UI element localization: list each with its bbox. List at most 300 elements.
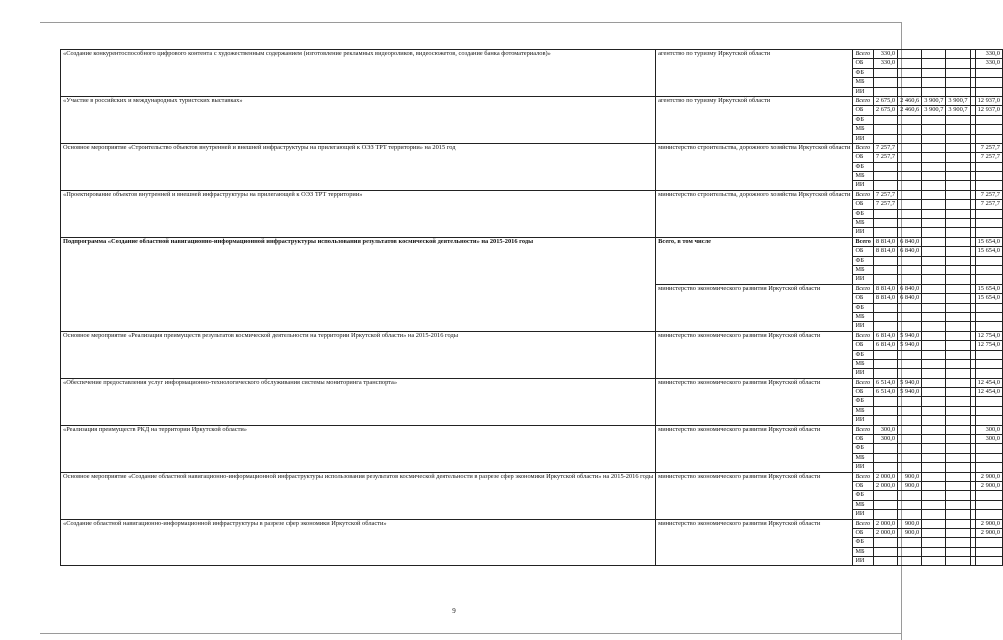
value-cell (873, 491, 897, 500)
value-cell (922, 256, 946, 265)
total-value-cell (975, 275, 1002, 284)
value-cell: 8 814,0 (873, 247, 897, 256)
value-cell (898, 143, 922, 152)
funding-source-cell: ИИ (853, 228, 873, 237)
value-cell (898, 59, 922, 68)
table-row (61, 519, 1003, 528)
value-cell (898, 547, 922, 556)
total-value-cell: 300,0 (975, 425, 1002, 434)
value-cell (922, 162, 946, 171)
total-value-cell: 12 937,0 (975, 96, 1002, 105)
value-cell (946, 416, 970, 425)
value-cell: 3 900,7 (922, 96, 946, 105)
executor-cell: агентство по туризму Иркутской области (656, 50, 853, 97)
funding-source-cell: ФБ (853, 162, 873, 171)
value-cell: 2 460,6 (898, 96, 922, 105)
value-cell: 900,0 (898, 519, 922, 528)
value-cell (922, 219, 946, 228)
total-value-cell: 15 654,0 (975, 247, 1002, 256)
event-name-cell: Основное мероприятие «Создание областной навигационно-информационной инфраструктуры использования результатов космической деятельности в разрезе сфер экономики Иркутской области» на 2015-2016 годы (61, 472, 656, 519)
funding-source-cell: МБ (853, 359, 873, 368)
value-cell (922, 547, 946, 556)
value-cell (898, 397, 922, 406)
table-row (61, 378, 1003, 387)
value-cell (873, 134, 897, 143)
value-cell (946, 435, 970, 444)
value-cell (946, 369, 970, 378)
funding-source-cell: ОБ (853, 106, 873, 115)
value-cell: 5 940,0 (898, 388, 922, 397)
executor-cell: министерство строительства, дорожного хозяйства Иркутской области (656, 143, 853, 190)
value-cell (946, 538, 970, 547)
value-cell (898, 172, 922, 181)
total-value-cell (975, 557, 1002, 566)
value-cell (946, 519, 970, 528)
value-cell (946, 481, 970, 490)
table-row (61, 143, 1003, 152)
value-cell (946, 87, 970, 96)
total-value-cell (975, 172, 1002, 181)
value-cell (946, 528, 970, 537)
value-cell (898, 190, 922, 199)
funding-source-cell: ФБ (853, 444, 873, 453)
value-cell (922, 294, 946, 303)
total-value-cell (975, 453, 1002, 462)
value-cell (922, 284, 946, 293)
value-cell (873, 444, 897, 453)
funding-source-cell: ОБ (853, 435, 873, 444)
table-row (61, 472, 1003, 481)
value-cell (898, 303, 922, 312)
funding-source-cell: МБ (853, 453, 873, 462)
page-edge-top (40, 22, 902, 23)
funding-source-cell: Всего (853, 50, 873, 59)
total-value-cell (975, 359, 1002, 368)
value-cell (946, 472, 970, 481)
value-cell (922, 59, 946, 68)
funding-source-cell: ОБ (853, 528, 873, 537)
value-cell (946, 153, 970, 162)
value-cell (898, 425, 922, 434)
funding-source-cell: ИИ (853, 557, 873, 566)
executor-cell: Всего, в том числе (656, 237, 853, 284)
total-value-cell (975, 406, 1002, 415)
total-value-cell (975, 350, 1002, 359)
value-cell: 6 840,0 (898, 247, 922, 256)
funding-source-cell: ИИ (853, 510, 873, 519)
value-cell: 2 675,0 (873, 106, 897, 115)
value-cell (922, 538, 946, 547)
value-cell (946, 228, 970, 237)
funding-source-cell: ФБ (853, 115, 873, 124)
value-cell: 2 000,0 (873, 481, 897, 490)
table-row (61, 331, 1003, 340)
value-cell (873, 256, 897, 265)
total-value-cell (975, 162, 1002, 171)
value-cell (946, 284, 970, 293)
value-cell: 330,0 (873, 59, 897, 68)
total-value-cell: 15 654,0 (975, 294, 1002, 303)
funding-source-cell: Всего (853, 425, 873, 434)
value-cell (946, 219, 970, 228)
total-value-cell (975, 538, 1002, 547)
value-cell (922, 190, 946, 199)
funding-source-cell: ИИ (853, 322, 873, 331)
value-cell (922, 312, 946, 321)
funding-source-cell: Всего (853, 519, 873, 528)
value-cell (946, 134, 970, 143)
funding-source-cell: ИИ (853, 463, 873, 472)
value-cell (922, 87, 946, 96)
funding-source-cell: МБ (853, 312, 873, 321)
total-value-cell (975, 256, 1002, 265)
value-cell (946, 294, 970, 303)
value-cell (898, 115, 922, 124)
value-cell (898, 265, 922, 274)
event-name-cell: Основное мероприятие «Строительство объектов внутренней и внешней инфраструктуры на прилегающей к ОЭЗ ТРТ территории» на 2015 год (61, 143, 656, 190)
total-value-cell: 15 654,0 (975, 284, 1002, 293)
value-cell (922, 181, 946, 190)
value-cell (922, 528, 946, 537)
funding-source-cell: МБ (853, 219, 873, 228)
funding-source-cell: ФБ (853, 491, 873, 500)
value-cell: 2 000,0 (873, 528, 897, 537)
value-cell (873, 115, 897, 124)
executor-cell: министерство экономического развития Иркутской области (656, 425, 853, 472)
value-cell (922, 172, 946, 181)
event-name-cell: «Создание областной навигационно-информационной инфраструктуры в разрезе сфер экономики Иркутской области» (61, 519, 656, 566)
value-cell (922, 265, 946, 274)
value-cell (898, 350, 922, 359)
total-value-cell (975, 312, 1002, 321)
funding-source-cell: ОБ (853, 294, 873, 303)
table-row (61, 50, 1003, 59)
executor-cell: агентство по туризму Иркутской области (656, 96, 853, 143)
funding-source-cell: МБ (853, 500, 873, 509)
value-cell (922, 228, 946, 237)
total-value-cell: 7 257,7 (975, 190, 1002, 199)
total-value-cell (975, 397, 1002, 406)
value-cell (922, 510, 946, 519)
total-value-cell: 2 900,0 (975, 481, 1002, 490)
value-cell: 6 514,0 (873, 388, 897, 397)
value-cell: 2 000,0 (873, 472, 897, 481)
value-cell (946, 200, 970, 209)
value-cell (898, 369, 922, 378)
value-cell (946, 557, 970, 566)
value-cell (898, 153, 922, 162)
executor-cell: министерство экономического развития Иркутской области (656, 284, 853, 331)
funding-source-cell: Всего (853, 284, 873, 293)
funding-source-cell: МБ (853, 547, 873, 556)
value-cell (873, 181, 897, 190)
funding-source-cell: Всего (853, 331, 873, 340)
event-name-cell: Подпрограмма «Создание областной навигационно-информационной инфраструктуры использования результатов космической деятельности» на 2015-2016 годы (61, 237, 656, 331)
value-cell: 330,0 (873, 50, 897, 59)
value-cell (946, 491, 970, 500)
value-cell: 2 675,0 (873, 96, 897, 105)
value-cell (873, 219, 897, 228)
value-cell: 3 900,7 (946, 106, 970, 115)
value-cell (873, 510, 897, 519)
page-edge-bottom (40, 633, 902, 634)
total-value-cell: 330,0 (975, 59, 1002, 68)
budget-table (60, 49, 1003, 566)
value-cell (898, 125, 922, 134)
value-cell (922, 557, 946, 566)
funding-source-cell: ОБ (853, 59, 873, 68)
total-value-cell (975, 510, 1002, 519)
total-value-cell (975, 78, 1002, 87)
total-value-cell (975, 444, 1002, 453)
total-value-cell (975, 416, 1002, 425)
value-cell: 900,0 (898, 528, 922, 537)
value-cell (922, 378, 946, 387)
table-row (61, 190, 1003, 199)
value-cell (873, 162, 897, 171)
value-cell (946, 359, 970, 368)
funding-source-cell: МБ (853, 125, 873, 134)
value-cell (898, 435, 922, 444)
value-cell (873, 350, 897, 359)
value-cell (873, 275, 897, 284)
funding-source-cell: МБ (853, 406, 873, 415)
value-cell (873, 557, 897, 566)
value-cell (922, 237, 946, 246)
value-cell (873, 500, 897, 509)
total-value-cell (975, 125, 1002, 134)
funding-source-cell: ОБ (853, 153, 873, 162)
value-cell (898, 162, 922, 171)
value-cell: 900,0 (898, 472, 922, 481)
value-cell (898, 538, 922, 547)
total-value-cell: 12 454,0 (975, 378, 1002, 387)
value-cell: 300,0 (873, 435, 897, 444)
value-cell (946, 275, 970, 284)
value-cell (898, 209, 922, 218)
value-cell (946, 190, 970, 199)
budget-table-body (61, 50, 1003, 566)
value-cell (922, 115, 946, 124)
value-cell (922, 134, 946, 143)
value-cell (898, 134, 922, 143)
total-value-cell: 15 654,0 (975, 237, 1002, 246)
value-cell (922, 275, 946, 284)
funding-source-cell: ИИ (853, 134, 873, 143)
value-cell (946, 341, 970, 350)
value-cell (946, 510, 970, 519)
value-cell (922, 125, 946, 134)
value-cell (946, 247, 970, 256)
value-cell: 5 940,0 (898, 331, 922, 340)
value-cell (946, 331, 970, 340)
value-cell: 7 257,7 (873, 153, 897, 162)
value-cell (946, 78, 970, 87)
value-cell (922, 50, 946, 59)
funding-source-cell: Всего (853, 190, 873, 199)
funding-source-cell: МБ (853, 78, 873, 87)
total-value-cell: 7 257,7 (975, 200, 1002, 209)
total-value-cell: 2 900,0 (975, 472, 1002, 481)
funding-source-cell: ИИ (853, 181, 873, 190)
budget-sheet (60, 49, 1003, 566)
value-cell (922, 444, 946, 453)
value-cell (922, 500, 946, 509)
value-cell (946, 463, 970, 472)
funding-source-cell: МБ (853, 172, 873, 181)
total-value-cell: 7 257,7 (975, 143, 1002, 152)
value-cell (946, 388, 970, 397)
funding-source-cell: ФБ (853, 303, 873, 312)
funding-source-cell: Всего (853, 237, 873, 246)
value-cell (873, 397, 897, 406)
value-cell (898, 491, 922, 500)
value-cell (898, 557, 922, 566)
total-value-cell (975, 219, 1002, 228)
funding-source-cell: Всего (853, 378, 873, 387)
value-cell: 6 840,0 (898, 294, 922, 303)
value-cell (898, 359, 922, 368)
value-cell (898, 78, 922, 87)
value-cell (946, 425, 970, 434)
value-cell: 6 514,0 (873, 378, 897, 387)
value-cell (898, 87, 922, 96)
value-cell (873, 406, 897, 415)
value-cell (922, 78, 946, 87)
total-value-cell (975, 491, 1002, 500)
value-cell (922, 406, 946, 415)
value-cell (946, 181, 970, 190)
executor-cell: министерство экономического развития Иркутской области (656, 472, 853, 519)
value-cell (922, 369, 946, 378)
value-cell (946, 143, 970, 152)
total-value-cell (975, 181, 1002, 190)
value-cell (946, 125, 970, 134)
value-cell (873, 78, 897, 87)
value-cell (922, 153, 946, 162)
event-name-cell: «Проектирование объектов внутренней и внешней инфраструктуры на прилегающей к ОЭЗ ТРТ территории» (61, 190, 656, 237)
value-cell (922, 247, 946, 256)
event-name-cell: «Создание конкурентоспособного цифрового контента с художественным содержанием (изготовление рекламных видеороликов, видеосюжетов, создание банка фотоматериалов)» (61, 50, 656, 97)
value-cell (873, 209, 897, 218)
value-cell (922, 209, 946, 218)
page-number: 9 (452, 607, 456, 615)
value-cell (946, 162, 970, 171)
total-value-cell: 12 454,0 (975, 388, 1002, 397)
value-cell (922, 481, 946, 490)
value-cell (898, 312, 922, 321)
executor-cell: министерство строительства, дорожного хозяйства Иркутской области (656, 190, 853, 237)
value-cell: 5 940,0 (898, 378, 922, 387)
value-cell (946, 453, 970, 462)
total-value-cell (975, 369, 1002, 378)
funding-source-cell: МБ (853, 265, 873, 274)
value-cell (873, 228, 897, 237)
value-cell: 900,0 (898, 481, 922, 490)
value-cell (922, 491, 946, 500)
value-cell (922, 435, 946, 444)
value-cell (946, 303, 970, 312)
value-cell (946, 378, 970, 387)
value-cell: 7 257,7 (873, 190, 897, 199)
value-cell (946, 68, 970, 77)
value-cell (873, 538, 897, 547)
value-cell (898, 200, 922, 209)
funding-source-cell: ФБ (853, 209, 873, 218)
value-cell: 3 900,7 (946, 96, 970, 105)
value-cell (898, 500, 922, 509)
value-cell (922, 350, 946, 359)
value-cell (898, 510, 922, 519)
value-cell (922, 341, 946, 350)
value-cell: 3 900,7 (922, 106, 946, 115)
value-cell (873, 453, 897, 462)
funding-source-cell: ФБ (853, 397, 873, 406)
funding-source-cell: ОБ (853, 388, 873, 397)
event-name-cell: «Участие в российских и международных туристских выставках» (61, 96, 656, 143)
value-cell (898, 68, 922, 77)
total-value-cell: 300,0 (975, 435, 1002, 444)
value-cell (946, 547, 970, 556)
value-cell (946, 115, 970, 124)
value-cell (873, 416, 897, 425)
value-cell (946, 397, 970, 406)
value-cell (898, 406, 922, 415)
funding-source-cell: ФБ (853, 350, 873, 359)
funding-source-cell: ФБ (853, 256, 873, 265)
value-cell (898, 453, 922, 462)
total-value-cell: 2 900,0 (975, 528, 1002, 537)
funding-source-cell: ОБ (853, 481, 873, 490)
value-cell (922, 453, 946, 462)
executor-cell: министерство экономического развития Иркутской области (656, 331, 853, 378)
value-cell (922, 388, 946, 397)
value-cell: 300,0 (873, 425, 897, 434)
value-cell (922, 425, 946, 434)
value-cell: 2 460,6 (898, 106, 922, 115)
value-cell (946, 322, 970, 331)
event-name-cell: Основное мероприятие «Реализация преимуществ результатов космической деятельности на территории Иркутской области» на 2015-2016 годы (61, 331, 656, 378)
funding-source-cell: ИИ (853, 369, 873, 378)
value-cell (873, 547, 897, 556)
table-row (61, 96, 1003, 105)
value-cell (946, 406, 970, 415)
value-cell (898, 275, 922, 284)
value-cell (922, 200, 946, 209)
value-cell (898, 219, 922, 228)
value-cell (873, 463, 897, 472)
funding-source-cell: ОБ (853, 341, 873, 350)
total-value-cell (975, 303, 1002, 312)
value-cell (873, 369, 897, 378)
funding-source-cell: ОБ (853, 200, 873, 209)
total-value-cell: 12 754,0 (975, 341, 1002, 350)
value-cell (946, 237, 970, 246)
value-cell (873, 322, 897, 331)
value-cell: 8 814,0 (873, 237, 897, 246)
value-cell (898, 256, 922, 265)
total-value-cell: 12 754,0 (975, 331, 1002, 340)
value-cell (946, 256, 970, 265)
value-cell (873, 68, 897, 77)
value-cell (898, 444, 922, 453)
funding-source-cell: ФБ (853, 538, 873, 547)
total-value-cell (975, 547, 1002, 556)
value-cell (946, 265, 970, 274)
value-cell (946, 172, 970, 181)
value-cell: 8 814,0 (873, 284, 897, 293)
total-value-cell (975, 322, 1002, 331)
